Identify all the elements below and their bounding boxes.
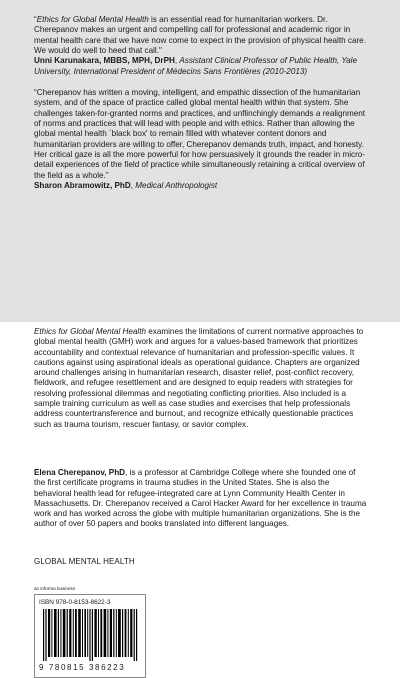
endorsements-panel <box>0 0 400 322</box>
endorsement-2-title: Medical Anthropologist <box>135 181 218 191</box>
barcode-box <box>34 594 146 678</box>
subject-category: GLOBAL MENTAL HEALTH <box>34 557 135 566</box>
barcode-number: 9 780815 386223 <box>39 663 126 672</box>
endorsement-1-book-title: Ethics for Global Mental Health <box>36 15 149 24</box>
endorsement-1-attribution: Unni Karunakara, MBBS, MPH, DrPH, Assistant Clinical Professor of Public Health, Yale University, International President of Médecins Sans Frontières (2010-2013) <box>34 56 358 76</box>
endorsement-2-attribution: Sharon Abramowitz, PhD, Medical Anthropologist <box>34 181 218 191</box>
informa-label: an informa business <box>34 586 76 591</box>
description-book-title: Ethics for Global Mental Health <box>34 327 146 336</box>
author-bio: Elena Cherepanov, PhD, is a professor at Cambridge College where she founded one of the first certificate programs in trauma studies in the United States. She is also the behavioral health lead for refugee-integrated care at Lynn Community Health Center in Massachusetts. Dr. Cherepanov received a Carol Hacker Award for her excellence in trauma work and has worked across the globe with multiple humanitarian organizations. She is the author of over 50 papers and books translated into different languages. <box>34 468 367 529</box>
endorsement-2 <box>34 88 366 191</box>
isbn-label: ISBN 978-0-8153-8622-3 <box>39 599 111 606</box>
book-description: Ethics for Global Mental Health examines the limitations of current normative approaches to global mental health (GMH) work and argues for a values-based framework that prioritizes accountability and contextual relevance of humanitarian and profession-specific values. It cautions against using aspirational ideals as operational guidance. Chapters are organized around challenges arising in humanitarian research, disaster relief, post-conflict recovery, fieldwork, and refugee resettlement and are designed to equip readers with strategies for resolving professional dilemmas and negotiating conflicting priorities. Also included is a sample training curriculum as well as case studies and exercises that help professionals address countertransference and burnout, and recognize ethically questionable practices such as trauma tourism, rescuer fantasy, or savior complex. <box>34 327 364 429</box>
endorsement-1-quote: “Ethics for Global Mental Health is an essential read for humanitarian workers. Dr. Cherepanov makes an urgent and compelling call for professional and academic rigor in mental health care that we have now come to expect in the provision of physical health care. We would do well to heed that call." <box>34 15 366 56</box>
barcode-icon <box>43 609 139 661</box>
endorsement-1-name: Unni Karunakara, MBBS, MPH, DrPH <box>34 56 175 66</box>
author-name: Elena Cherepanov, PhD <box>34 468 126 477</box>
endorsement-1-title: Assistant Clinical Professor of Public Health, Yale University, International President of Médecins Sans Frontières (2010-2013) <box>34 56 358 76</box>
endorsement-1 <box>34 15 366 77</box>
endorsement-2-quote: “Cherepanov has written a moving, intelligent, and empathic dissection of the humanitarian system, and of the space of practice called global mental health within that system. She challenges taken-for-granted norms and practices, and unflinchingly demands a realignment of norms and practices that will lead with people and with ethics. Rather than allowing the global mental health `black box' to remain filled with whatever content donors and humanitarian providers are willing to offer, Cherepanov demands truth, impact, and honesty. Her critical gaze is all the more powerful for how persuasively it grounds the reader in micro-detail experiences of the field of practice while simultaneously retaining a critical overview of the field as a whole.” <box>34 88 366 180</box>
endorsement-2-name: Sharon Abramowitz, PhD <box>34 181 131 191</box>
